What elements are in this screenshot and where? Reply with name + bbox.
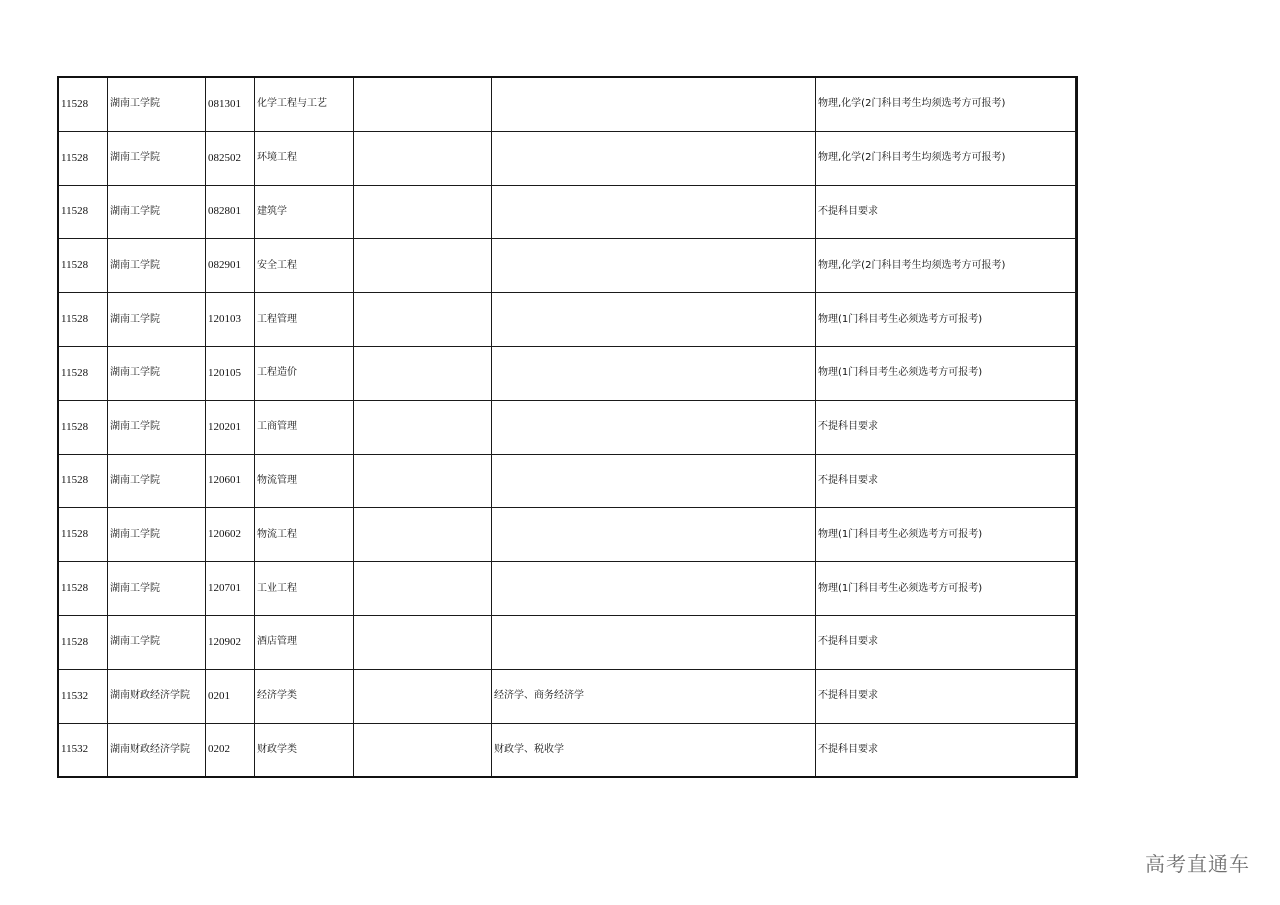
included-majors-cell	[492, 293, 816, 347]
major-name-cell: 物流管理	[255, 454, 354, 508]
subject-requirement-cell: 物理(1门科目考生必须选考方可报考)	[816, 562, 1076, 616]
subject-requirement-cell: 物理,化学(2门科目考生均须选考方可报考)	[816, 239, 1076, 293]
institution-code-cell: 11528	[59, 185, 108, 239]
institution-code-cell: 11528	[59, 508, 108, 562]
subject-requirement-cell: 不提科目要求	[816, 723, 1076, 777]
table-row	[59, 723, 1076, 777]
major-code-cell: 120701	[206, 562, 255, 616]
major-name-cell: 工商管理	[255, 400, 354, 454]
major-code-cell: 120602	[206, 508, 255, 562]
major-name-cell: 工程管理	[255, 293, 354, 347]
empty-column-cell	[354, 669, 492, 723]
included-majors-cell: 经济学、商务经济学	[492, 669, 816, 723]
subject-requirements-table	[58, 77, 1076, 777]
included-majors-cell	[492, 615, 816, 669]
institution-code-cell: 11528	[59, 562, 108, 616]
major-code-cell: 081301	[206, 78, 255, 132]
institution-code-cell: 11532	[59, 669, 108, 723]
table-row	[59, 293, 1076, 347]
table-row	[59, 346, 1076, 400]
major-code-cell: 120105	[206, 346, 255, 400]
major-code-cell: 082502	[206, 131, 255, 185]
subject-requirement-cell: 不提科目要求	[816, 454, 1076, 508]
major-name-cell: 安全工程	[255, 239, 354, 293]
subject-requirement-cell: 物理(1门科目考生必须选考方可报考)	[816, 508, 1076, 562]
empty-column-cell	[354, 615, 492, 669]
empty-column-cell	[354, 508, 492, 562]
institution-name-cell: 湖南工学院	[108, 78, 206, 132]
institution-name-cell: 湖南工学院	[108, 615, 206, 669]
institution-code-cell: 11528	[59, 78, 108, 132]
major-name-cell: 工业工程	[255, 562, 354, 616]
table-row	[59, 400, 1076, 454]
included-majors-cell	[492, 508, 816, 562]
table-row	[59, 454, 1076, 508]
major-name-cell: 化学工程与工艺	[255, 78, 354, 132]
institution-code-cell: 11528	[59, 400, 108, 454]
subject-requirement-cell: 不提科目要求	[816, 185, 1076, 239]
major-code-cell: 120201	[206, 400, 255, 454]
institution-code-cell: 11532	[59, 723, 108, 777]
table-row	[59, 131, 1076, 185]
institution-name-cell: 湖南工学院	[108, 185, 206, 239]
included-majors-cell: 财政学、税收学	[492, 723, 816, 777]
institution-name-cell: 湖南工学院	[108, 239, 206, 293]
included-majors-cell	[492, 562, 816, 616]
empty-column-cell	[354, 562, 492, 616]
institution-code-cell: 11528	[59, 131, 108, 185]
subject-requirement-cell: 不提科目要求	[816, 400, 1076, 454]
table-row	[59, 185, 1076, 239]
institution-name-cell: 湖南工学院	[108, 508, 206, 562]
major-code-cell: 120601	[206, 454, 255, 508]
subject-requirement-cell: 物理,化学(2门科目考生均须选考方可报考)	[816, 78, 1076, 132]
major-name-cell: 环境工程	[255, 131, 354, 185]
major-name-cell: 酒店管理	[255, 615, 354, 669]
included-majors-cell	[492, 346, 816, 400]
institution-name-cell: 湖南工学院	[108, 400, 206, 454]
table-row	[59, 669, 1076, 723]
empty-column-cell	[354, 239, 492, 293]
institution-code-cell: 11528	[59, 615, 108, 669]
subject-requirement-cell: 物理(1门科目考生必须选考方可报考)	[816, 293, 1076, 347]
table-row	[59, 615, 1076, 669]
empty-column-cell	[354, 185, 492, 239]
major-code-cell: 0201	[206, 669, 255, 723]
major-name-cell: 财政学类	[255, 723, 354, 777]
major-code-cell: 120902	[206, 615, 255, 669]
major-code-cell: 0202	[206, 723, 255, 777]
institution-code-cell: 11528	[59, 239, 108, 293]
subject-requirement-cell: 不提科目要求	[816, 669, 1076, 723]
institution-name-cell: 湖南工学院	[108, 454, 206, 508]
subject-requirement-cell: 不提科目要求	[816, 615, 1076, 669]
included-majors-cell	[492, 454, 816, 508]
included-majors-cell	[492, 239, 816, 293]
empty-column-cell	[354, 78, 492, 132]
institution-name-cell: 湖南工学院	[108, 293, 206, 347]
empty-column-cell	[354, 293, 492, 347]
subject-requirement-cell: 物理(1门科目考生必须选考方可报考)	[816, 346, 1076, 400]
institution-name-cell: 湖南工学院	[108, 346, 206, 400]
institution-name-cell: 湖南财政经济学院	[108, 669, 206, 723]
included-majors-cell	[492, 185, 816, 239]
institution-code-cell: 11528	[59, 346, 108, 400]
included-majors-cell	[492, 131, 816, 185]
table-row	[59, 239, 1076, 293]
major-name-cell: 经济学类	[255, 669, 354, 723]
watermark-text: 高考直通车	[1145, 852, 1250, 876]
institution-name-cell: 湖南财政经济学院	[108, 723, 206, 777]
table-row	[59, 78, 1076, 132]
empty-column-cell	[354, 454, 492, 508]
subject-requirement-cell: 物理,化学(2门科目考生均须选考方可报考)	[816, 131, 1076, 185]
included-majors-cell	[492, 400, 816, 454]
table-row	[59, 562, 1076, 616]
institution-code-cell: 11528	[59, 293, 108, 347]
institution-code-cell: 11528	[59, 454, 108, 508]
institution-name-cell: 湖南工学院	[108, 562, 206, 616]
empty-column-cell	[354, 346, 492, 400]
included-majors-cell	[492, 78, 816, 132]
major-name-cell: 物流工程	[255, 508, 354, 562]
major-code-cell: 120103	[206, 293, 255, 347]
empty-column-cell	[354, 131, 492, 185]
major-name-cell: 工程造价	[255, 346, 354, 400]
major-name-cell: 建筑学	[255, 185, 354, 239]
major-code-cell: 082801	[206, 185, 255, 239]
table-body	[59, 78, 1076, 777]
institution-name-cell: 湖南工学院	[108, 131, 206, 185]
table-row	[59, 508, 1076, 562]
empty-column-cell	[354, 723, 492, 777]
empty-column-cell	[354, 400, 492, 454]
major-code-cell: 082901	[206, 239, 255, 293]
